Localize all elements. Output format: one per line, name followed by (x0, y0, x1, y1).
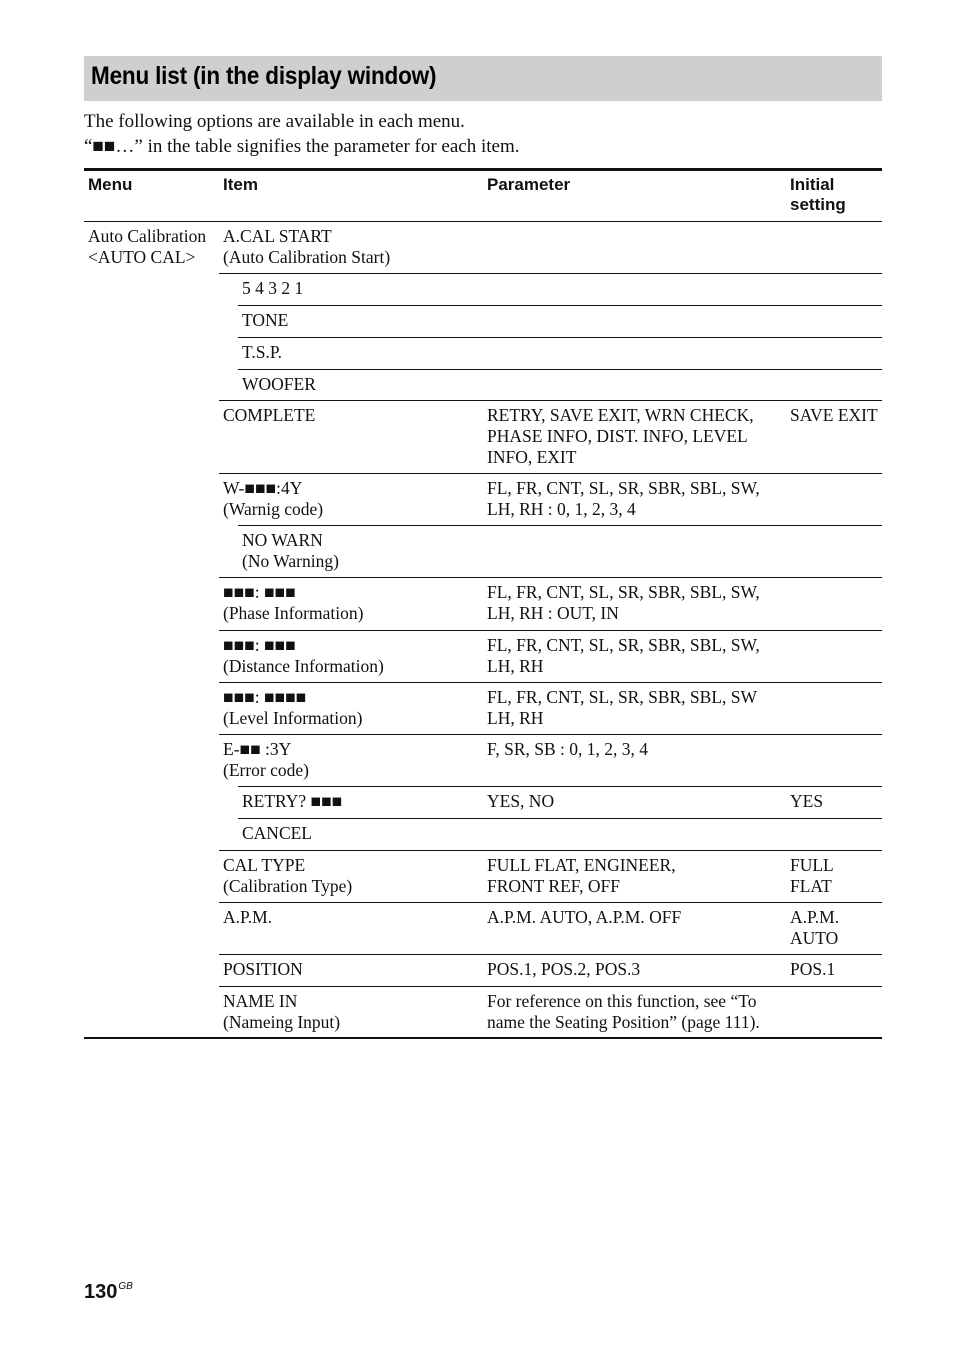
parameter-cell-line: LH, RH (487, 656, 544, 676)
item-cell (242, 278, 303, 299)
initial-setting-cell-line: A.P.M. (790, 907, 840, 927)
header-initial-line1: Initial (790, 175, 835, 194)
header-item: Item (223, 175, 258, 194)
parameter-cell-line: For reference on this function, see “To (487, 991, 757, 1011)
row-rule (219, 473, 882, 474)
row-rule (219, 850, 882, 851)
item-cell-line: (No Warning) (242, 551, 339, 571)
item-cell (223, 478, 323, 520)
page-number-value: 130 (84, 1281, 118, 1303)
row-rule (219, 630, 882, 631)
item-cell (242, 374, 316, 395)
initial-setting-cell (790, 791, 823, 812)
item-cell-line: (Nameing Input) (223, 1012, 341, 1032)
parameter-cell-line: FULL FLAT, ENGINEER, (487, 855, 676, 875)
menu-name: Auto Calibration (88, 226, 207, 246)
parameter-cell (487, 907, 681, 928)
row-rule (219, 273, 882, 274)
item-cell-line: 5 4 3 2 1 (242, 278, 304, 298)
parameter-cell (487, 635, 760, 677)
parameter-cell-line: FRONT REF, OFF (487, 876, 620, 896)
intro-line-2: “■■…” in the table signifies the parameter for each item. (84, 136, 520, 157)
item-cell (223, 687, 362, 729)
parameter-cell (487, 687, 757, 729)
item-cell (242, 791, 342, 812)
parameter-cell (487, 791, 554, 812)
page-title: Menu list (in the display window) (91, 62, 437, 90)
parameter-cell (487, 959, 640, 980)
parameter-cell (487, 582, 760, 624)
item-cell (242, 823, 312, 844)
initial-setting-cell (790, 959, 835, 980)
item-cell (223, 991, 340, 1033)
parameter-cell-line: A.P.M. AUTO, A.P.M. OFF (487, 907, 682, 927)
menu-code: <AUTO CAL> (88, 247, 196, 267)
item-cell-line: (Warnig code) (223, 499, 324, 519)
initial-setting-cell-line: POS.1 (790, 959, 836, 979)
item-cell (223, 959, 303, 980)
parameter-cell-line: RETRY, SAVE EXIT, WRN CHECK, (487, 405, 754, 425)
menu-cell (88, 226, 206, 268)
item-cell (223, 405, 315, 426)
item-cell-line: (Auto Calibration Start) (223, 247, 391, 267)
parameter-cell-line: FL, FR, CNT, SL, SR, SBR, SBL, SW, (487, 478, 760, 498)
item-cell-line: (Error code) (223, 760, 309, 780)
parameter-cell (487, 739, 648, 760)
item-cell-line: E-■■ :3Y (223, 739, 292, 759)
item-cell (223, 582, 363, 624)
table-top-rule (84, 168, 882, 171)
item-cell-line: NO WARN (242, 530, 323, 550)
parameter-cell-line: FL, FR, CNT, SL, SR, SBR, SBL, SW (487, 687, 758, 707)
parameter-cell-line: LH, RH : 0, 1, 2, 3, 4 (487, 499, 636, 519)
row-rule (219, 577, 882, 578)
parameter-cell-line: LH, RH (487, 708, 544, 728)
parameter-cell (487, 855, 676, 897)
item-cell-line: WOOFER (242, 374, 316, 394)
item-cell-line: (Calibration Type) (223, 876, 353, 896)
item-cell-line: ■■■: ■■■ (223, 582, 296, 602)
parameter-cell (487, 405, 754, 468)
item-cell-line: T.S.P. (242, 342, 283, 362)
parameter-cell (487, 991, 760, 1033)
header-menu: Menu (88, 175, 133, 194)
item-cell (242, 530, 339, 572)
item-cell (242, 342, 282, 363)
parameter-cell-line: F, SR, SB : 0, 1, 2, 3, 4 (487, 739, 649, 759)
item-cell-line: NAME IN (223, 991, 298, 1011)
row-rule (238, 525, 882, 526)
row-rule (219, 902, 882, 903)
initial-setting-cell (790, 405, 878, 426)
initial-setting-cell-line: FULL (790, 855, 834, 875)
initial-setting-cell (790, 907, 839, 949)
page-number (84, 1281, 133, 1304)
parameter-cell-line: FL, FR, CNT, SL, SR, SBR, SBL, SW, (487, 635, 760, 655)
row-rule (219, 682, 882, 683)
item-cell-line: A.P.M. (223, 907, 273, 927)
row-rule (238, 818, 882, 819)
initial-setting-cell-line: FLAT (790, 876, 832, 896)
item-cell (242, 310, 288, 331)
row-rule (219, 954, 882, 955)
item-cell-line: (Phase Information) (223, 603, 364, 623)
item-cell-line: ■■■: ■■■ (223, 635, 296, 655)
parameter-cell-line: FL, FR, CNT, SL, SR, SBR, SBL, SW, (487, 582, 760, 602)
parameter-cell-line: PHASE INFO, DIST. INFO, LEVEL (487, 426, 748, 446)
row-rule (219, 400, 882, 401)
item-cell-line: POSITION (223, 959, 303, 979)
row-rule (238, 305, 882, 306)
section-title-bar (84, 56, 882, 101)
initial-setting-cell-line: SAVE EXIT (790, 405, 878, 425)
header-initial-setting (790, 175, 846, 215)
item-cell-line: CAL TYPE (223, 855, 306, 875)
table-bottom-rule (84, 1037, 882, 1039)
item-cell-line: RETRY? ■■■ (242, 791, 343, 811)
item-cell-line: ■■■: ■■■■ (223, 687, 307, 707)
intro-line-1: The following options are available in each menu. (84, 111, 465, 132)
item-cell (223, 226, 390, 268)
item-cell-line: W-■■■:4Y (223, 478, 303, 498)
initial-setting-cell-line: YES (790, 791, 824, 811)
item-cell (223, 635, 384, 677)
header-rule (84, 221, 882, 222)
item-cell-line: (Distance Information) (223, 656, 384, 676)
item-cell (223, 739, 309, 781)
item-cell-line: (Level Information) (223, 708, 363, 728)
header-parameter: Parameter (487, 175, 571, 194)
parameter-cell (487, 478, 760, 520)
row-rule (238, 337, 882, 338)
parameter-cell-line: YES, NO (487, 791, 555, 811)
item-cell-line: A.CAL START (223, 226, 332, 246)
header-initial-line2: setting (790, 195, 846, 214)
item-cell-line: CANCEL (242, 823, 312, 843)
page-number-suffix: GB (118, 1281, 133, 1292)
initial-setting-cell-line: AUTO (790, 928, 839, 948)
item-cell (223, 907, 272, 928)
row-rule (219, 734, 882, 735)
row-rule (238, 786, 882, 787)
row-rule (219, 986, 882, 987)
menu-table (84, 168, 882, 1039)
parameter-cell-line: POS.1, POS.2, POS.3 (487, 959, 641, 979)
row-rule (238, 369, 882, 370)
parameter-cell-line: name the Seating Position” (page 111). (487, 1012, 760, 1032)
item-cell-line: COMPLETE (223, 405, 316, 425)
parameter-cell-line: LH, RH : OUT, IN (487, 603, 619, 623)
item-cell (223, 855, 352, 897)
parameter-cell-line: INFO, EXIT (487, 447, 577, 467)
item-cell-line: TONE (242, 310, 289, 330)
initial-setting-cell (790, 855, 834, 897)
